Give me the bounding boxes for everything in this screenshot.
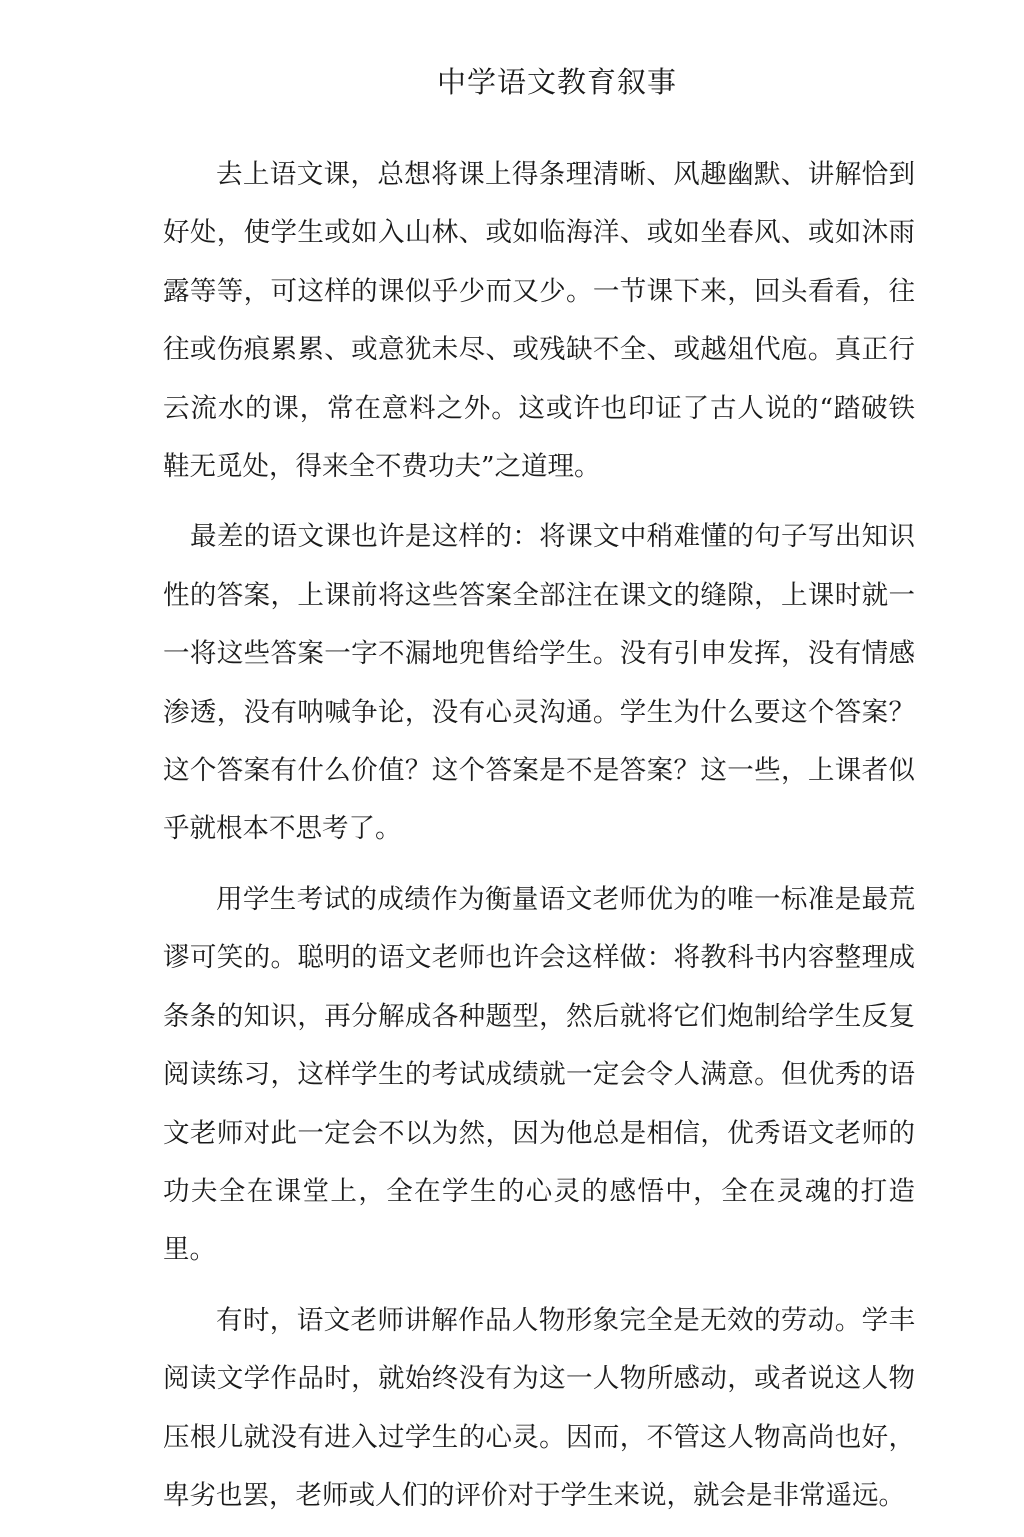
document-title: 中学语文教育叙事: [436, 65, 677, 99]
document-body: [163, 146, 915, 1537]
paragraph-1: 去上语文课，总想将课上得条理清晰、风趣幽默、讲解恰到好处，使学生或如入山林、或如临海洋、或如坐春风、或如沐雨露等等，可这样的课似乎少而又少。一节课下来，回头看看，往往或伤痕累累、或意犹未尽、或残缺不全、或越俎代庖。真正行云流水的课，常在意料之外。这或许也印证了古人说的“踏破铁鞋无觅处，得来全不费功夫”之道理。: [163, 159, 915, 483]
paragraph-2: 最差的语文课也许是这样的：将课文中稍难懂的句子写出知识性的答案，上课前将这些答案全部注在课文的缝隙，上课时就一一将这些答案一字不漏地兜售给学生。没有引申发挥，没有情感渗透，没有呐喊争论，没有心灵沟通。学生为什么要这个答案？这个答案有什么价值？这个答案是不是答案？这一些，上课者似乎就根本不思考了。: [163, 521, 915, 845]
paragraph-3: 用学生考试的成绩作为衡量语文老师优为的唯一标准是最荒谬可笑的。聪明的语文老师也许会这样做：将教科书内容整理成条条的知识，再分解成各种题型，然后就将它们炮制给学生反复阅读练习，这样学生的考试成绩就一定会令人满意。但优秀的语文老师对此一定会不以为然，因为他总是相信，优秀语文老师的功夫全在课堂上，全在学生的心灵的感悟中，全在灵魂的打造里。: [163, 883, 915, 1266]
paragraph-4: 有时，语文老师讲解作品人物形象完全是无效的劳动。学丰阅读文学作品时，就始终没有为这一人物所感动，或者说这人物压根儿就没有进入过学生的心灵。因而，不管这人物高尚也好，卑劣也罢，老师或人们的评价对于学生来说，就会是非常遥远。: [163, 1304, 915, 1511]
